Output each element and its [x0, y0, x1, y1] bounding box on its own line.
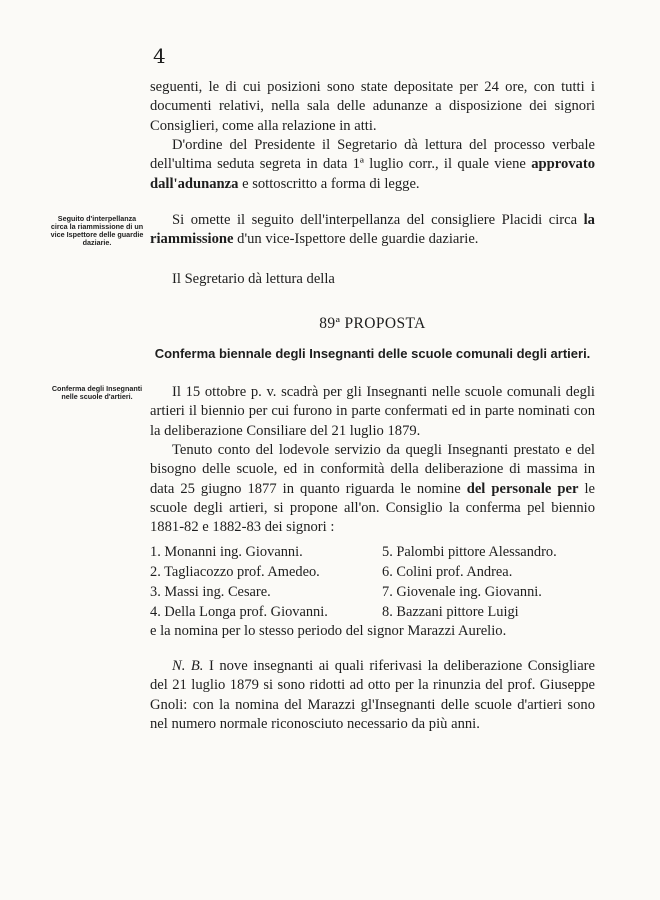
- paragraph-proposal: [150, 441, 595, 537]
- interpellation-bold: la riammissione: [150, 212, 595, 248]
- note-label: N. B.: [172, 658, 204, 674]
- paragraph-interpellation: [150, 211, 595, 250]
- teacher-row: [150, 582, 595, 602]
- teacher-row: [150, 542, 595, 562]
- margin-note-confirmation: Conferma degli Insegnanti nelle scuole d'artieri.: [51, 384, 143, 401]
- teacher-entry: 6. Colini prof. Andrea.: [382, 564, 513, 580]
- teacher-entry: 2. Tagliacozzo prof. Amedeo.: [150, 564, 320, 580]
- proposal-bold: del personale per: [466, 480, 579, 497]
- teacher-row: [150, 562, 595, 582]
- teacher-entry: 8. Bazzani pittore Luigi: [382, 604, 519, 620]
- minutes-approved: approvato dall'adunanza: [150, 156, 596, 192]
- teacher-entry: 5. Palombi pittore Alessandro.: [382, 544, 557, 560]
- paragraph-note: [150, 657, 595, 734]
- page-number: 4: [153, 44, 166, 68]
- teacher-entry: 4. Della Longa prof. Giovanni.: [150, 604, 328, 620]
- margin-note-interpellation: Seguito d'interpellanza circa la riammissione di un vice Ispettore delle guardie daziarie.: [50, 214, 144, 247]
- proposal-title: 89ª PROPOSTA: [319, 315, 426, 332]
- teacher-entry: 1. Monanni ing. Giovanni.: [150, 544, 303, 560]
- teacher-entry: 3. Massi ing. Cesare.: [150, 584, 271, 600]
- note-text: I nove insegnanti ai quali riferivasi la deliberazione Consigliare del 21 luglio 1879 si sono ridotti ad otto per la rinunzia del prof. Giuseppe Gnoli: con la nomina del Marazzi gl'Insegnanti delle scuole d'artieri sono nel numero normale riconosciuto necessario da più anni.: [150, 658, 596, 732]
- teacher-row: [150, 602, 595, 622]
- paragraph-reading: Il Segretario dà lettura della: [172, 271, 335, 287]
- teacher-list: [150, 542, 595, 622]
- paragraph-continuation: seguenti, le di cui posizioni sono state depositate per 24 ore, con tutti i documenti relativi, nella sala delle adunanze a disposizione dei signori Consiglieri, come alla relazione in atti.: [150, 79, 595, 134]
- paragraph-minutes: [150, 136, 595, 194]
- proposal-subtitle: Conferma biennale degli Insegnanti delle scuole comunali degli artieri.: [154, 346, 591, 361]
- teacher-entry: 7. Giovenale ing. Giovanni.: [382, 584, 542, 600]
- proposal-end: le scuole degli artieri, si propone all'on. Consiglio la conferma pel biennio 1881-82 e 1882-83 dei signori :: [150, 480, 595, 536]
- proposal-text: Tenuto conto del lodevole servizio da quegli Insegnanti prestato e del bisogno delle scuole, ed in conformità della deliberazione di massima in data 25 giugno 1877 in quanto riguarda le nomine: [150, 442, 595, 497]
- minutes-end: e sottoscritto a forma di legge.: [242, 175, 420, 192]
- minutes-text: D'ordine del Presidente il Segretario dà lettura del processo verbale dell'ultima seduta segreta in data 1ª luglio corr., il quale viene: [150, 137, 595, 173]
- paragraph-term-expiry: Il 15 ottobre p. v. scadrà per gli Insegnanti nelle scuole comunali degli artieri il biennio per cui furono in parte confermati ed in parte nominati con la deliberazione Consiliare del 21 luglio 1879.: [150, 384, 595, 439]
- interpellation-end: d'un vice-Ispettore delle guardie daziarie.: [237, 231, 479, 248]
- paragraph-nomination: e la nomina per lo stesso periodo del signor Marazzi Aurelio.: [150, 623, 507, 639]
- interpellation-text: Si omette il seguito dell'interpellanza del consigliere Placidi circa: [172, 212, 578, 228]
